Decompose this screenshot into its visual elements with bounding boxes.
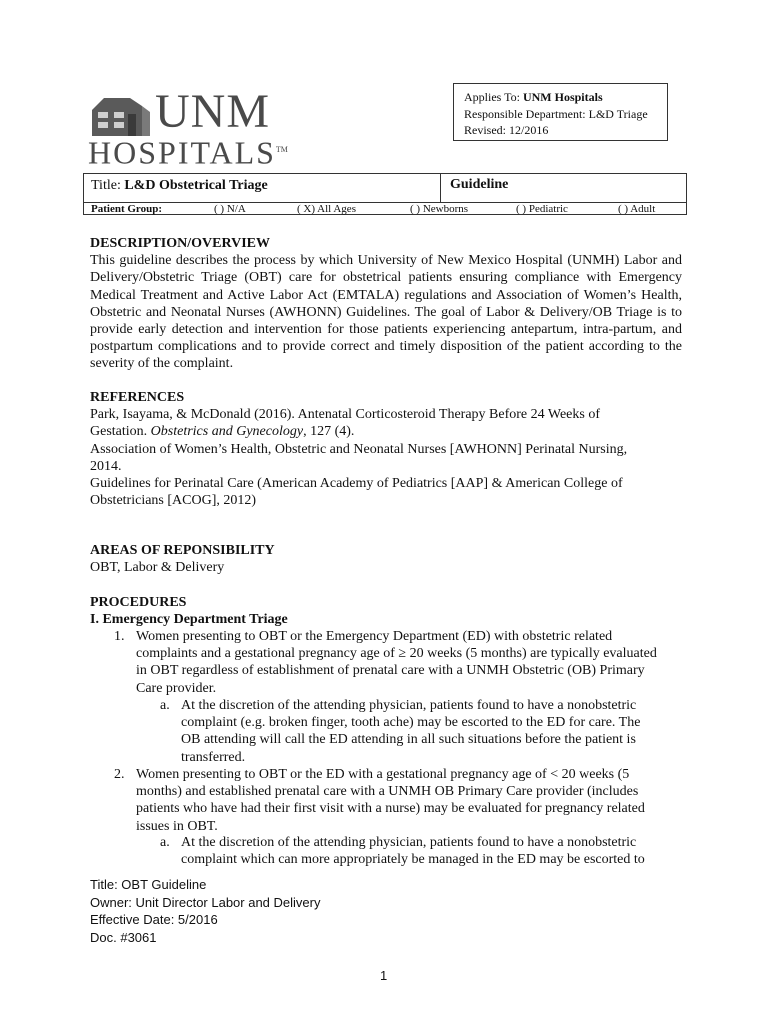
procedure-item-2-line: issues in OBT. [136, 818, 218, 834]
procedure-item-1-line: complaints and a gestational pregnancy age of ≥ 20 weeks (5 months) are typically evaluated [136, 646, 657, 662]
description-section [90, 235, 682, 373]
procedure-item-1a-line: At the discretion of the attending physician, patients found to have a nonobstetric [181, 698, 637, 713]
procedure-item-2-line: Women presenting to OBT or the ED with a gestational pregnancy age of < 20 weeks (5 [136, 767, 630, 782]
references-section [90, 389, 682, 509]
footer-doc-number: Doc. #3061 [90, 929, 157, 945]
procedures-heading: PROCEDURES [90, 595, 187, 610]
reference-3-line-1: Guidelines for Perinatal Care (American Academy of Pediatrics [AAP] & American College of [90, 476, 623, 492]
procedure-item-1-number: 1. [114, 629, 125, 644]
logo-unm-text: UNM [155, 85, 271, 138]
procedure-item-1-line: in OBT regardless of establishment of prenatal care with a UNMH Obstetric (OB) Primary [136, 663, 645, 679]
reference-3-line-2: Obstetricians [ACOG], 2012) [90, 493, 257, 509]
procedure-item-1-line: Women presenting to OBT or the Emergency Department (ED) with obstetric related [136, 629, 613, 644]
revised-date: Revised: 12/2016 [464, 123, 549, 137]
patient-group-option-adult: ( ) Adult [618, 203, 656, 215]
description-text: This guideline describes the process by which University of New Mexico Hospital (UNMH) Labor and Delivery/Obstetric Triage (OBT) care for obstetrical patients ensuring compliance with Emergency Medical Treatment and Active Labor Act (EMTALA) regulations and Association of Women’s Health, Obstetric and Neonatal Nurses (AWHONN) Guidelines. The goal of Labor & Delivery/OB Triage is to provide early detection and intervention for those patients experiencing antepartum, intra-partum, and postpartum complications and to provide correct and timely disposition of the patient according to the severity of the complaint. [90, 253, 682, 372]
procedure-item-1a-line: complaint (e.g. broken finger, tooth ache) may be escorted to the ED for care. The [181, 715, 641, 731]
patient-group-label: Patient Group: [91, 203, 162, 215]
reference-1-line-2: Gestation. Obstetrics and Gynecology, 127 (4). [90, 424, 355, 440]
procedure-item-2-line: months) and established prenatal care with a UNMH OB Primary Care provider (includes [136, 784, 639, 800]
procedure-item-1a [181, 697, 686, 766]
procedure-item-2a-letter: a. [160, 835, 170, 850]
title-divider [440, 174, 441, 202]
patient-group-row [84, 203, 686, 215]
references-heading: REFERENCES [90, 390, 185, 405]
procedure-item-1a-line: OB attending will call the ED attending in all such situations before the patient is [181, 732, 636, 748]
procedure-item-1a-line: transferred. [181, 749, 246, 765]
document-footer [90, 876, 320, 946]
procedure-item-1a-letter: a. [160, 698, 170, 713]
applies-to-line: Applies To: UNM Hospitals [464, 90, 603, 104]
patient-group-option-newborns: ( ) Newborns [410, 203, 469, 215]
procedures-section [90, 594, 682, 628]
procedure-item-1-line: Care provider. [136, 680, 217, 696]
unm-logo-building-icon [90, 92, 152, 136]
description-heading: DESCRIPTION/OVERVIEW [90, 236, 270, 251]
areas-heading: AREAS OF REPONSIBILITY [90, 543, 275, 558]
patient-group-option-na: ( ) N/A [214, 203, 246, 215]
procedure-item-1 [136, 628, 686, 697]
procedure-item-2-line: patients who have had their first visit with a nurse) may be evaluated for pregnancy related [136, 801, 645, 817]
footer-effective-date: Effective Date: 5/2016 [90, 912, 218, 927]
footer-title: Title: OBT Guideline [90, 877, 207, 892]
responsible-department: Responsible Department: L&D Triage [464, 106, 648, 121]
procedures-subheading: I. Emergency Department Triage [90, 612, 288, 628]
procedure-item-2a [181, 834, 686, 868]
procedure-item-2 [136, 766, 686, 835]
procedure-item-2a-line: At the discretion of the attending physician, patients found to have a nonobstetric [181, 835, 637, 850]
patient-group-option-pediatric: ( ) Pediatric [516, 203, 568, 215]
page-number: 1 [380, 968, 388, 983]
document-type: Guideline [450, 177, 509, 192]
applies-to-box [453, 83, 668, 141]
procedure-item-2-number: 2. [114, 767, 125, 782]
title-table [83, 173, 687, 215]
footer-owner: Owner: Unit Director Labor and Delivery [90, 894, 321, 910]
areas-text: OBT, Labor & Delivery [90, 560, 225, 576]
reference-2-line-2: 2014. [90, 458, 122, 474]
patient-group-option-all-ages: ( X) All Ages [297, 203, 356, 215]
reference-2-line-1: Association of Women’s Health, Obstetric and Neonatal Nurses [AWHONN] Perinatal Nursing, [90, 441, 628, 457]
logo-hospitals-text: HOSPITALS™ [88, 134, 288, 171]
document-title: Title: L&D Obstetrical Triage [91, 178, 268, 193]
title-row [84, 174, 686, 203]
procedure-item-2a-line: complaint which can more appropriately be managed in the ED may be escorted to [181, 852, 645, 868]
reference-1-line-1: Park, Isayama, & McDonald (2016). Antenatal Corticosteroid Therapy Before 24 Weeks of [90, 407, 600, 423]
areas-section [90, 542, 682, 576]
